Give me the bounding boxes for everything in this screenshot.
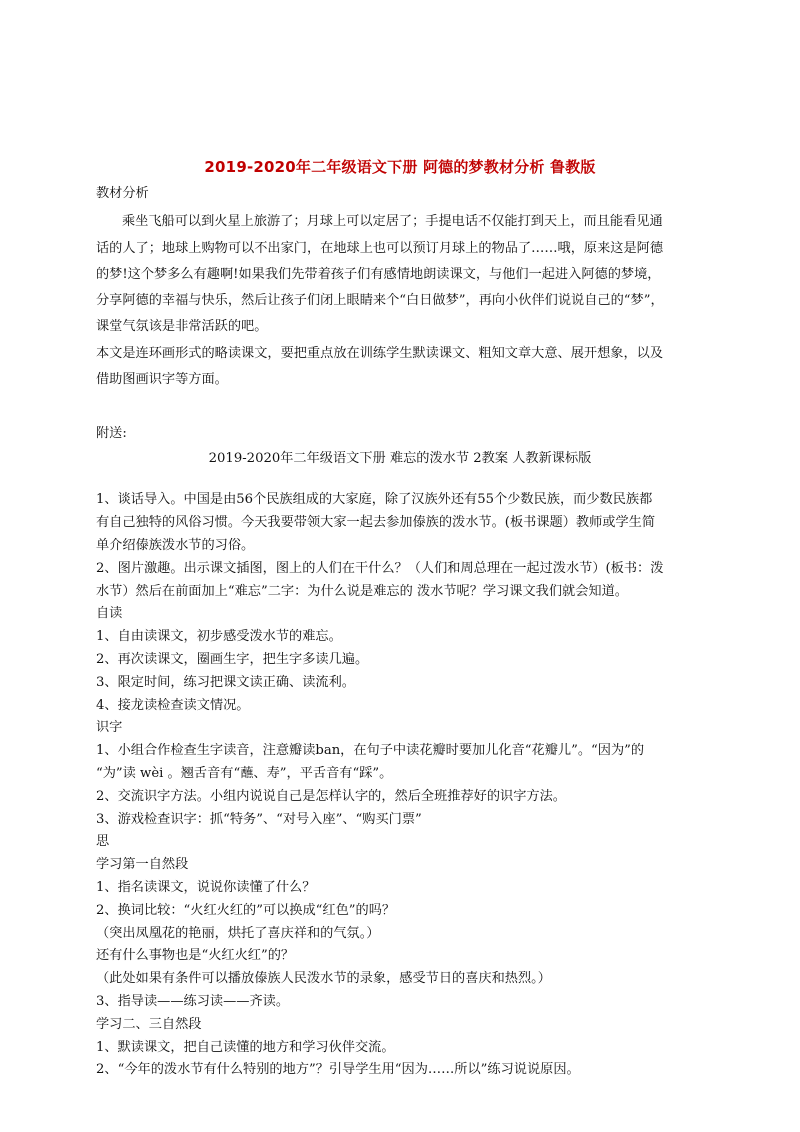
body-line: 思 — [96, 834, 110, 849]
body-line: 水节）然后在前面加上“难忘”二字：为什么说是难忘的 泼水节呢？学习课文我们就会知道。 — [96, 584, 628, 599]
body-line: 1、默读课文，把自己读懂的地方和学习伙伴交流。 — [96, 1040, 395, 1055]
body-line: 学习二、三自然段 — [96, 1017, 202, 1032]
body-line: 还有什么事物也是“火红火红”的？ — [96, 948, 295, 963]
body-line: 3、限定时间，练习把课文读正确、读流利。 — [96, 675, 355, 690]
body-line: 识字 — [96, 720, 123, 735]
document-subtitle: 2019-2020年二年级语文下册 难忘的泼水节 2教案 人教新课标版 — [208, 451, 592, 466]
body-line: 1、小组合作检查生字读音，注意瓣读ban，在句子中读花瓣时要加儿化音“花瓣儿”。“因为”的 — [96, 743, 645, 758]
paragraph-line: 乘坐飞船可以到火星上旅游了；月球上可以定居了；手提电话不仅能打到天上，而且能看见通 — [122, 214, 663, 229]
document-title: 2019-2020年二年级语文下册 阿德的梦教材分析 鲁教版 — [204, 158, 596, 176]
body-line: 1、指名读课文，说说你读懂了什么？ — [96, 880, 316, 895]
body-line: （突出凤凰花的艳丽，烘托了喜庆祥和的气氛。） — [96, 926, 380, 941]
body-line: 2、“今年的泼水节有什么特别的地方”？引导学生用“因为……所以”练习说说原因。 — [96, 1062, 580, 1077]
body-line: 4、接龙读检查读文情况。 — [96, 698, 250, 713]
paragraph-line: 课堂气氛该是非常活跃的吧。 — [96, 319, 268, 334]
body-line: 2、再次读课文，圈画生字，把生字多读几遍。 — [96, 652, 369, 667]
paragraph-line: 的梦!这个梦多么有趣啊!如果我们先带着孩子们有感情地朗读课文，与他们一起进入阿德的梦境， — [96, 267, 661, 282]
body-line: 1、谈话导入。中国是由56个民族组成的大家庭，除了汉族外还有55个少数民族，而少数民族都 — [96, 492, 653, 507]
body-line: “为”读 wèi 。翘舌音有“蘸、寿”，平舌音有“踩”。 — [96, 766, 393, 781]
body-line: 单介绍傣族泼水节的习俗。 — [96, 538, 255, 553]
appendix-label: 附送: — [96, 426, 127, 441]
section-heading: 教材分析 — [96, 186, 149, 201]
body-line: 有自己独特的风俗习惯。今天我要带领大家一起去参加傣族的泼水节。(板书课题）教师或学生简 — [96, 515, 656, 530]
body-line: 2、换词比较：“火红火红的”可以换成“红色”的吗？ — [96, 903, 396, 918]
body-line: 2、图片激趣。出示课文插图，图上的人们在干什么？（人们和周总理在一起过泼水节）(板书：泼 — [96, 561, 664, 576]
body-line: 3、游戏检查识字：抓“特务”、“对号入座”、“购买门票” — [96, 812, 422, 827]
paragraph-line: 本文是连环画形式的略读课文，要把重点放在训练学生默读课文、粗知文章大意、展开想象，以及 — [96, 346, 664, 361]
body-line: 1、自由读课文，初步感受泼水节的难忘。 — [96, 629, 342, 644]
body-line: 3、指导读——练习读——齐读。 — [96, 994, 290, 1009]
paragraph-line: 借助图画识字等方面。 — [96, 372, 228, 387]
body-line: 2、交流识字方法。小组内说说自己是怎样认字的，然后全班推荐好的识字方法。 — [96, 789, 566, 804]
body-line: 学习第一自然段 — [96, 857, 189, 872]
paragraph-line: 话的人了；地球上购物可以不出家门，在地球上也可以预订月球上的物品了……哦，原来这是阿德 — [96, 241, 664, 256]
paragraph-line: 分享阿德的幸福与快乐，然后让孩子们闭上眼睛来个“白日做梦”，再向小伙伴们说说自己的“梦”， — [96, 293, 664, 308]
body-line: （此处如果有条件可以播放傣族人民泼水节的录象，感受节日的喜庆和热烈。） — [96, 971, 551, 986]
body-line: 自读 — [96, 606, 123, 621]
